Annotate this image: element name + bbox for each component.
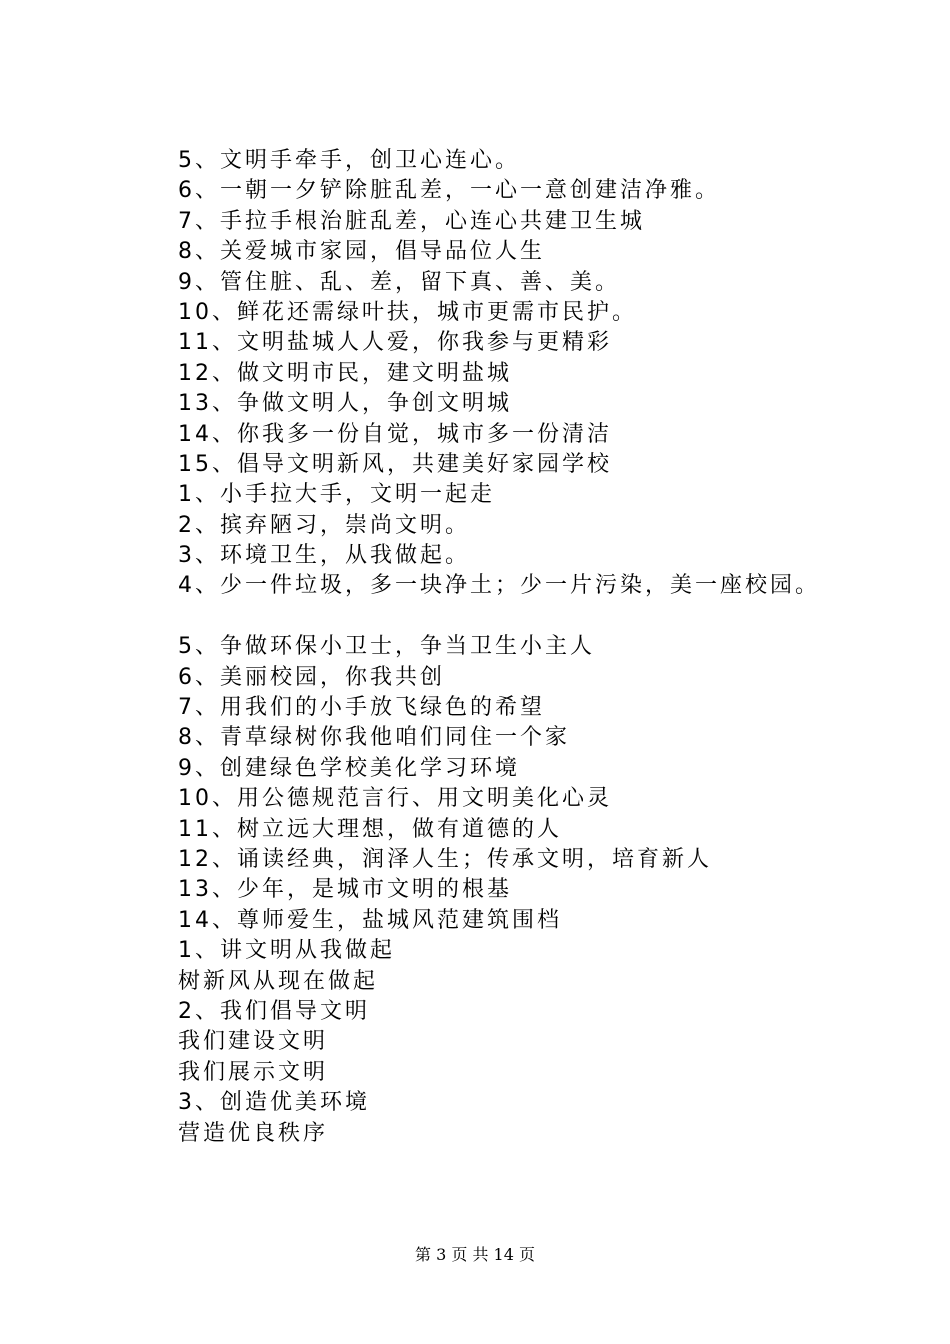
text-line: 我们建设文明 [178,1029,329,1055]
text-line: 5、文明手牵手，创卫心连心。 [178,148,520,173]
text-line: 12、诵读经典，润泽人生；传承文明，培育新人 [178,846,712,872]
text-line: 营造优良秩序 [178,1120,329,1146]
text-line: 11、文明盐城人人爱，你我参与更精彩 [178,330,612,356]
text-line: 10、用公德规范言行、用文明美化心灵 [178,786,612,812]
text-line: 13、争做文明人，争创文明城 [178,391,512,417]
text-line: 3、创造优美环境 [178,1090,370,1116]
text-line: 我们展示文明 [178,1059,329,1085]
text-line: 8、青草绿树你我他咱们同住一个家 [178,725,570,751]
text-line: 5、争做环保小卫士，争当卫生小主人 [178,634,595,660]
slogan-list [178,146,928,1149]
text-line: 树新风从现在做起 [178,968,379,994]
text-line: 7、用我们的小手放飞绿色的希望 [178,695,545,721]
text-line: 4、少一件垃圾，多一块净土；少一片污染，美一座校园。 [178,573,820,599]
page-number-footer: 第 3 页 共 14 页 [415,1245,535,1264]
text-line: 2、我们倡导文明 [178,998,370,1024]
text-line: 9、创建绿色学校美化学习环境 [178,755,520,781]
text-line: 12、做文明市民，建文明盐城 [178,360,512,386]
text-line: 6、一朝一夕铲除脏乱差，一心一意创建洁净雅。 [178,178,720,204]
text-line: 15、倡导文明新风，共建美好家园学校 [178,451,612,477]
text-line: 6、美丽校园，你我共创 [178,664,445,690]
text-line: 14、你我多一份自觉，城市多一份清洁 [178,421,612,447]
text-line: 10、鲜花还需绿叶扶，城市更需市民护。 [178,299,637,325]
text-line: 2、摈弃陋习，崇尚文明。 [178,512,470,538]
text-line: 8、关爱城市家园，倡导品位人生 [178,239,545,265]
text-line: 3、环境卫生，从我做起。 [178,543,470,569]
text-line: 1、讲文明从我做起 [178,938,395,964]
blank-line [178,602,928,632]
text-line: 1、小手拉大手，文明一起走 [178,482,495,508]
text-line: 14、尊师爱生，盐城风范建筑围档 [178,907,562,933]
text-line: 7、手拉手根治脏乱差，心连心共建卫生城 [178,208,645,234]
text-line: 13、少年，是城市文明的根基 [178,877,512,903]
text-line: 11、树立远大理想，做有道德的人 [178,816,562,842]
text-line: 9、管住脏、乱、差，留下真、善、美。 [178,269,620,295]
